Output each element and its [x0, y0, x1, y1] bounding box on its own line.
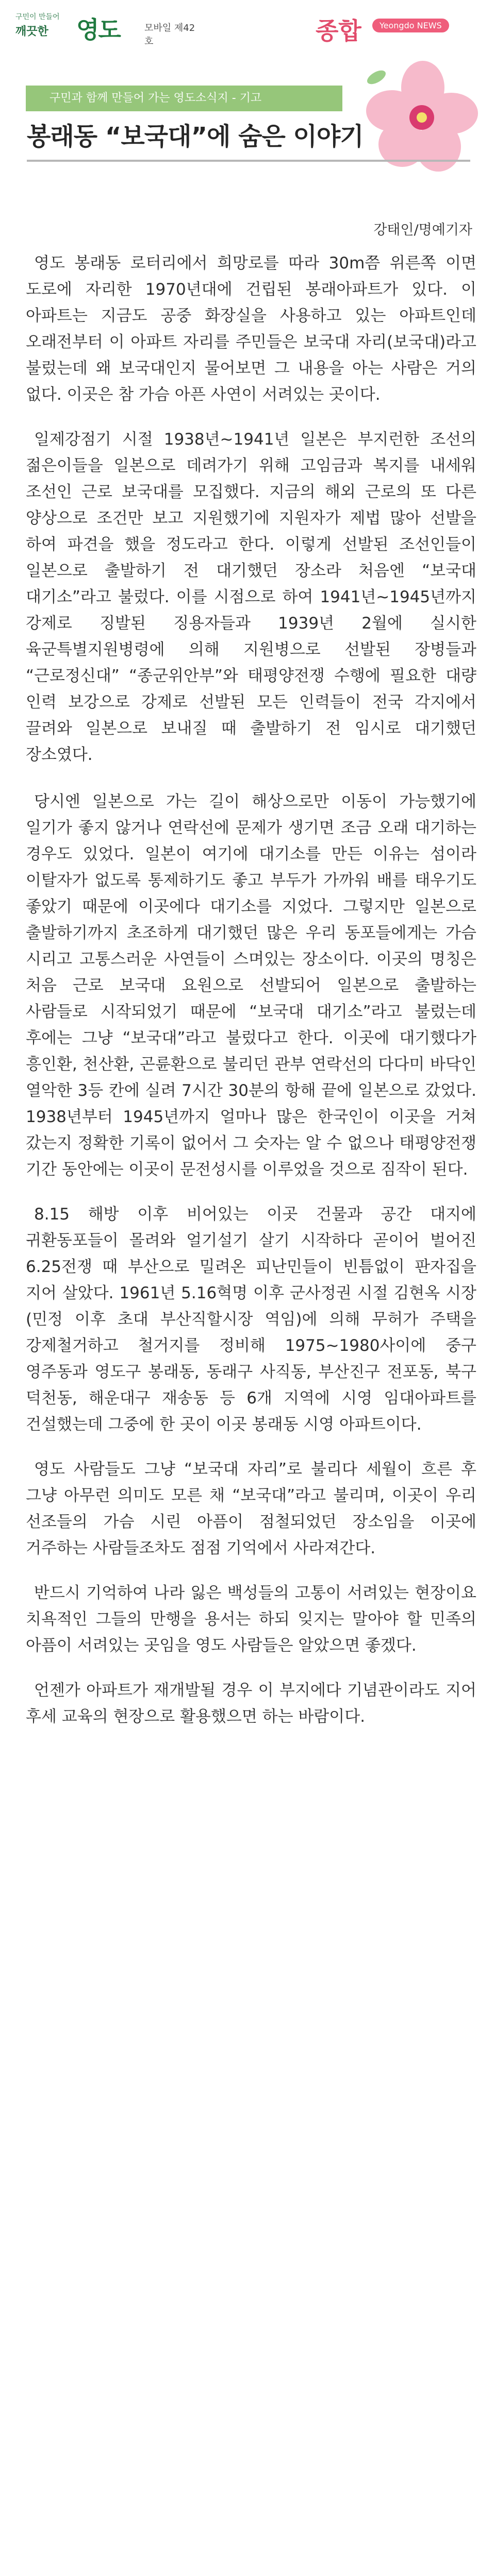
blossom-icon: [361, 57, 480, 175]
paragraph-6: 반드시 기억하여 나라 잃은 백성들의 고통이 서려있는 현장이요 치욕적인 그들의 만행을 용서는 하되 잊지는 말아야 할 민족의 아픔이 서려있는 곳임을 영도 사람들은 알았으면 좋겠다.: [26, 1584, 476, 1655]
article-body: [26, 250, 476, 1749]
news-badge[interactable]: Yeongdo NEWS: [372, 19, 449, 32]
issue-number: 모바일 제42호: [144, 23, 195, 47]
paragraph-7: 언젠가 아파트가 재개발될 경우 이 부지에다 기념관이라도 지어 후세 교육의 현장으로 활용했으면 하는 바람이다.: [26, 1681, 476, 1726]
yeongdo-logo[interactable]: [15, 8, 201, 45]
paragraph-2: 일제강점기 시절 1938년~1941년 일본은 부지런한 조선의 젊은이들을 일본으로 데려가기 위해 고임금과 복지를 내세워 조선인 근로 보국대를 모집했다. 지금의 해외 근로의 또 다른 양상으로 조건만 보고 지원했기에 지원자가 제법 많아 선발을 하여 파견을 했을 정도라고 한다. 이렇게 선발된 조선인들이 일본으로 출발하기 전 대기했던 장소라 처음엔 “보국대 대기소”라고 불렀다. 이를 시점으로 하여 1941년~1945년까지 강제로 징발된 징용자들과 1939년 2월에 실시한 육군특별지원병령에 의해 지원병으로 선발된 장병들과 “근로정신대” “종군위안부”와 태평양전쟁 수행에 필요한 대량 인력 보강으로 강제로 선발된 모든 인력들이 전국 각지에서 끌려와 일본으로 보내질 때 출발하기 전 임시로 대기했던 장소였다.: [26, 430, 476, 764]
byline: 강태인/명예기자: [373, 222, 472, 238]
paragraph-5: 영도 사람들도 그냥 “보국대 자리”로 불리다 세월이 흐른 후 그냥 아무런 의미도 모른 채 “보국대”라고 불리며, 이곳이 우리 선조들의 가슴 시린 아픔이 점철되었던 장소임을 이곳에 거주하는 사람들조차도 점점 기억에서 사라져간다.: [26, 1460, 476, 1557]
logo-slogan-main: 깨끗한: [15, 25, 48, 38]
paragraph-3: 당시엔 일본으로 가는 길이 해상으로만 이동이 가능했기에 일기가 좋지 않거나 연락선에 문제가 생기면 조금 오래 대기하는 경우도 있었다. 일본이 여기에 대기소를 만든 이유는 섬이라 이탈자가 없도록 통제하기도 좋고 부두가 가까워 배를 태우기도 좋았기 때문에 이곳에다 대기소를 지었다. 그렇지만 일본으로 출발하기까지 초조하게 대기했던 많은 우리 동포들에게는 가슴 시리고 고통스러운 사연들이 스며있는 장소이다. 이곳의 명칭은 처음 근로 보국대 요원으로 선발되어 일본으로 출발하는 사람들로 시작되었기 때문에 “보국대 대기소”라고 불렀는데 후에는 그냥 “보국대”라고 불렀다고 한다. 이곳에 대기했다가 흥인환, 천산환, 곤륜환으로 불리던 관부 연락선의 다다미 바닥인 열악한 3등 칸에 실려 7시간 30분의 항해 끝에 일본으로 갔었다. 1938년부터 1945년까지 얼마나 많은 한국인이 이곳을 거쳐 갔는지 정확한 기록이 없어서 그 숫자는 알 수 없으나 태평양전쟁 기간 동안에는 이곳이 문전성시를 이루었을 것으로 짐작이 된다.: [26, 792, 476, 1179]
masthead: [0, 0, 495, 52]
paragraph-4: 8.15 해방 이후 비어있는 이곳 건물과 공간 대지에 귀환동포들이 몰려와 얼기설기 살기 시작하다 곧이어 벌어진 6.25전쟁 때 부산으로 밀려온 피난민들이 빈틈없이 판자집을 지어 살았다. 1961년 5.16혁명 이후 군사정권 시절 김현옥 시장(민정 이후 초대 부산직할시장 역임)에 의해 무허가 주택을 강제철거하고 철거지를 정비해 1975~1980사이에 중구 영주동과 영도구 봉래동, 동래구 사직동, 부산진구 전포동, 북구 덕천동, 해운대구 재송동 등 6개 지역에 시영 임대아파트를 건설했는데 그중에 한 곳이 이곳 봉래동 시영 아파트이다.: [26, 1205, 476, 1434]
paragraph-1: 영도 봉래동 로터리에서 희망로를 따라 30m쯤 위른쪽 이면 도로에 자리한 1970년대에 건립된 봉래아파트가 있다. 이 아파트는 지금도 공중 화장실을 사용하고 있는 아파트인데 오래전부터 이 아파트 자리를 주민들은 보국대 자리(보국대)라고 불렀는데 왜 보국대인지 물어보면 그 내용을 아는 사람은 거의 없다. 이곳은 참 가슴 아픈 사연이 서려있는 곳이다.: [26, 254, 476, 404]
article-title: 봉래동 “보국대”에 숨은 이야기: [27, 122, 364, 151]
logo-brand: 영도: [76, 16, 120, 44]
category-bar: 구민과 함께 만들어 가는 영도소식지 - 기고: [26, 86, 342, 111]
section-label: 종합: [316, 17, 361, 45]
logo-slogan-small: 구민이 만들어: [15, 13, 60, 21]
title-divider: [27, 160, 470, 162]
